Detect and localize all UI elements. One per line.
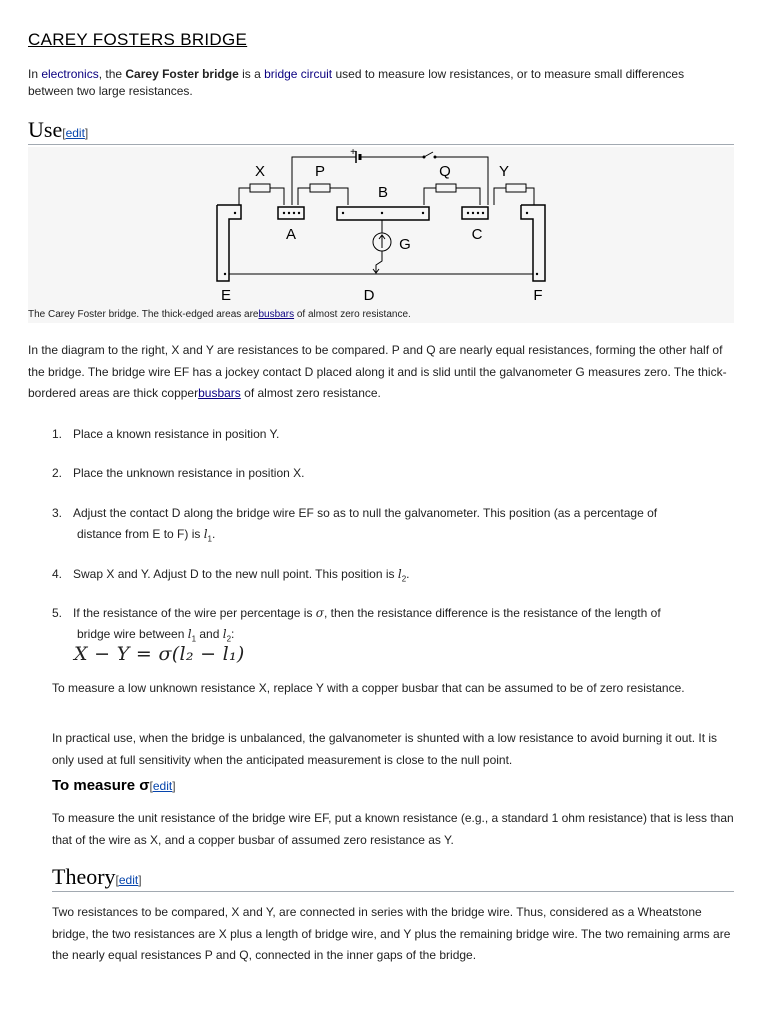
- step-number: 1.: [52, 427, 63, 441]
- step-number: 4.: [52, 567, 63, 581]
- resistor-q: [436, 184, 456, 192]
- resistor-p: [310, 184, 330, 192]
- label-b: B: [377, 184, 389, 201]
- step-text: Place a known resistance in position Y.: [73, 427, 280, 441]
- caption-busbars-link[interactable]: busbars: [258, 309, 295, 320]
- step-text: , then the resistance difference is the resistance of the length of: [324, 606, 661, 620]
- step-number: 5.: [52, 606, 63, 620]
- p-left-lead: [298, 188, 310, 205]
- battery-plus-label: +: [350, 147, 356, 158]
- label-y: Y: [498, 163, 510, 180]
- x-right-lead: [270, 188, 284, 205]
- label-g: G: [399, 236, 411, 253]
- step-1: [52, 424, 722, 445]
- label-d: D: [363, 287, 375, 304]
- step-text: Adjust the contact D along the bridge wire EF so as to null the galvanometer. This position (as a percentage of: [73, 506, 658, 520]
- diagram-explanation-paragraph: [28, 340, 740, 405]
- intro-text: used to measure low resistances, or to measure small differences between two large resistances.: [28, 67, 685, 98]
- theory-heading: [52, 864, 734, 892]
- y-left-lead: [494, 188, 506, 205]
- measure-sigma-heading: [52, 777, 176, 794]
- step-number: 2.: [52, 466, 63, 480]
- low-resistance-paragraph: To measure a low unknown resistance X, replace Y with a copper busbar that can be assumed to be of zero resistance.: [52, 681, 685, 695]
- x-left-lead: [239, 188, 250, 205]
- edit-label: edit: [118, 873, 139, 887]
- bridge-circuit-link[interactable]: bridge circuit: [264, 67, 333, 81]
- intro-bold-term: Carey Foster bridge: [125, 67, 239, 81]
- circuit-diagram-svg: [28, 147, 734, 323]
- math-sigma: σ: [315, 606, 324, 620]
- measure-sigma-edit-link[interactable]: [edit]: [149, 779, 176, 793]
- terminal-dot: [422, 212, 424, 214]
- switch-contact: [423, 156, 426, 159]
- label-c: C: [471, 226, 483, 243]
- terminal-dot: [477, 212, 479, 214]
- q-right-lead: [456, 188, 480, 205]
- resistor-y: [506, 184, 526, 192]
- theory-edit-link[interactable]: [edit]: [115, 873, 142, 887]
- terminal-dot: [283, 212, 285, 214]
- terminal-dot: [288, 212, 290, 214]
- math-subscript: 2: [226, 634, 232, 644]
- terminal-dot: [482, 212, 484, 214]
- intro-text: , the: [98, 67, 126, 81]
- math-variable: l: [397, 567, 402, 581]
- label-x: X: [254, 163, 266, 180]
- switch-contact: [434, 156, 437, 159]
- resistor-x: [250, 184, 270, 192]
- terminal-dot: [381, 212, 383, 214]
- step-text: .: [212, 527, 216, 541]
- step-2: [52, 463, 722, 484]
- use-heading-text: Use: [28, 117, 63, 142]
- edit-label: edit: [152, 779, 173, 793]
- measure-sigma-heading-text: To measure σ: [52, 777, 150, 794]
- caption-text: of almost zero resistance.: [294, 309, 411, 320]
- resistance-difference-equation: X − Y = σ(l₂ − l₁): [74, 643, 245, 665]
- terminal-dot: [234, 212, 236, 214]
- figure-caption: [28, 309, 411, 320]
- intro-paragraph: [28, 66, 728, 100]
- math-subscript: 2: [401, 574, 407, 584]
- caption-text: The Carey Foster bridge. The thick-edged areas are: [28, 309, 259, 320]
- paragraph-text: of almost zero resistance.: [240, 386, 381, 400]
- carey-foster-diagram: [28, 147, 734, 323]
- step-text: .: [406, 567, 410, 581]
- intro-text: In: [28, 67, 42, 81]
- step-text: Place the unknown resistance in position X.: [73, 466, 305, 480]
- step-4: [52, 564, 722, 589]
- page-title: CAREY FOSTERS BRIDGE: [28, 30, 248, 49]
- math-subscript: 1: [191, 634, 197, 644]
- switch-lever: [424, 152, 433, 157]
- step-3: [52, 503, 722, 549]
- theory-paragraph: Two resistances to be compared, X and Y, are connected in series with the bridge wire. Thus, considered as a Wheatstone bridge, the two resistances are X plus a length of bridge wire, and Y plus the remaining bridge wire. The two remaining arms are the nearly equal resistances P and Q, connected in the inner gaps of the bridge.: [52, 905, 731, 962]
- terminal-dot: [293, 212, 295, 214]
- label-p: P: [314, 163, 326, 180]
- q-left-lead: [424, 188, 436, 205]
- left-busbar: [217, 205, 241, 281]
- y-right-lead: [526, 188, 534, 205]
- step-text: If the resistance of the wire per percentage is: [73, 606, 316, 620]
- math-variable: l: [187, 627, 192, 641]
- terminal-dot: [224, 273, 226, 275]
- step-text: and: [196, 627, 223, 641]
- busbars-link[interactable]: busbars: [198, 386, 241, 400]
- theory-heading-text: Theory: [52, 864, 116, 889]
- label-e: E: [220, 287, 232, 304]
- step-text: :: [231, 627, 235, 641]
- measure-sigma-paragraph: To measure the unit resistance of the bridge wire EF, put a known resistance (e.g., a standard 1 ohm resistance) that is less than that of the wire as X, and a copper busbar of assumed zero resistance as Y.: [52, 811, 734, 847]
- step-text: Swap X and Y. Adjust D to the new null point. This position is: [73, 567, 398, 581]
- label-a: A: [285, 226, 297, 243]
- label-f: F: [533, 287, 543, 304]
- terminal-dot: [342, 212, 344, 214]
- intro-text: is a: [238, 67, 265, 81]
- terminal-dot: [467, 212, 469, 214]
- electronics-link[interactable]: electronics: [41, 67, 99, 81]
- use-heading: [28, 117, 734, 145]
- step-text: distance from E to F) is: [77, 527, 204, 541]
- p-right-lead: [330, 188, 348, 205]
- right-busbar: [521, 205, 545, 281]
- practical-use-paragraph: In practical use, when the bridge is unbalanced, the galvanometer is shunted with a low resistance to avoid burning it out. It is only used at full sensitivity when the anticipated measurement is close to the null point.: [52, 731, 718, 767]
- edit-label: edit: [65, 126, 85, 140]
- step-text: bridge wire between: [77, 627, 188, 641]
- math-variable: l: [222, 627, 227, 641]
- paragraph-text: In the diagram to the right, X and Y are resistances to be compared. P and Q are nearly equal resistances, forming the other half of the bridge. The bridge wire EF has a jockey contact D placed along it and is slid until the galvanometer G measures zero. The thick-bordered areas are thick copper: [28, 343, 727, 400]
- terminal-dot: [298, 212, 300, 214]
- use-edit-link[interactable]: [edit]: [62, 126, 89, 140]
- terminal-dot: [536, 273, 538, 275]
- terminal-dot: [472, 212, 474, 214]
- math-variable: l: [203, 527, 208, 541]
- step-number: 3.: [52, 506, 63, 520]
- math-subscript: 1: [207, 534, 212, 544]
- terminal-dot: [526, 212, 528, 214]
- label-q: Q: [439, 163, 451, 180]
